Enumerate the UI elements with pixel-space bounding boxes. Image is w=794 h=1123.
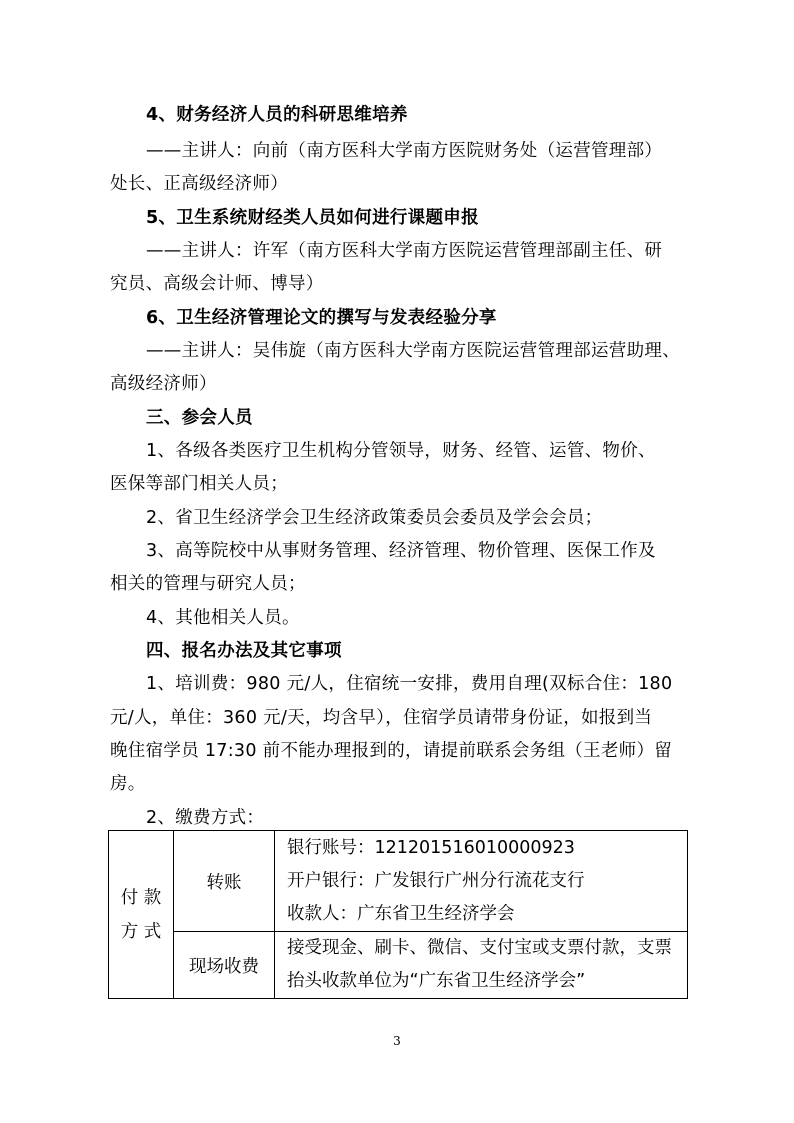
- fee-line1: 1、培训费：980 元/人，住宿统一安排，费用自理(双标合住：180: [146, 674, 673, 694]
- item5-speaker-line1: ——主讲人：许军（南方医科大学南方医院运营管理部副主任、研: [146, 241, 663, 261]
- fee-line3: 晚住宿学员 17:30 前不能办理报到的，请提前联系会务组（王老师）留: [110, 741, 673, 761]
- payment-intro: 2、缴费方式：: [146, 808, 265, 828]
- item6-speaker-line2: 高级经济师）: [110, 374, 217, 394]
- payment-method-label: [109, 831, 174, 999]
- item4-speaker-line1: ——主讲人：向前（南方医科大学南方医院财务处（运营管理部）: [146, 141, 663, 161]
- table-row-transfer: [109, 831, 688, 932]
- onsite-info-cell: [275, 932, 688, 999]
- fee-line4: 房。: [110, 774, 146, 794]
- participant-3-line1: 3、高等院校中从事财务管理、经济管理、物价管理、医保工作及: [146, 541, 656, 561]
- payee: 收款人：广东省卫生经济学会: [287, 903, 515, 924]
- item6-speaker-line1: ——主讲人：吴伟旋（南方医科大学南方医院运营管理部运营助理、: [146, 341, 680, 361]
- payment-method-label-line1: 付 款: [120, 887, 162, 908]
- item6-title: 6、卫生经济管理论文的撰写与发表经验分享: [146, 308, 497, 328]
- transfer-info-cell: [275, 831, 688, 932]
- table-row-onsite: [109, 932, 688, 999]
- registration-heading: 四、报名办法及其它事项: [146, 641, 342, 661]
- participant-2: 2、省卫生经济学会卫生经济政策委员会委员及学会会员；: [146, 508, 603, 528]
- participant-1-line2: 医保等部门相关人员；: [110, 474, 288, 494]
- payment-table: [108, 830, 688, 999]
- participant-4: 4、其他相关人员。: [146, 608, 300, 628]
- participants-heading: 三、参会人员: [146, 408, 253, 428]
- bank-name: 开户银行：广发银行广州分行流花支行: [287, 870, 585, 891]
- item5-speaker-line2: 究员、高级会计师、博导）: [110, 274, 324, 294]
- onsite-type-cell: 现场收费: [174, 932, 275, 999]
- participant-1-line1: 1、各级各类医疗卫生机构分管领导，财务、经管、运管、物价、: [146, 441, 656, 461]
- item5-title: 5、卫生系统财经类人员如何进行课题申报: [146, 208, 479, 228]
- item4-speaker-line2: 处长、正高级经济师）: [110, 174, 288, 194]
- onsite-info-line2: 抬头收款单位为“广东省卫生经济学会”: [287, 971, 586, 991]
- transfer-type-cell: 转账: [174, 831, 275, 932]
- fee-line2: 元/人，单住：360 元/天，均含早），住宿学员请带身份证，如报到当: [110, 708, 653, 728]
- onsite-info-line1: 接受现金、刷卡、微信、支付宝或支票付款，支票: [287, 938, 672, 958]
- participant-3-line2: 相关的管理与研究人员；: [110, 574, 306, 594]
- page-number: 3: [393, 1034, 401, 1048]
- bank-account: 银行账号：121201516010000923: [287, 837, 575, 858]
- item4-title: 4、财务经济人员的科研思维培养: [146, 105, 408, 125]
- payment-method-label-line2: 方 式: [120, 921, 162, 942]
